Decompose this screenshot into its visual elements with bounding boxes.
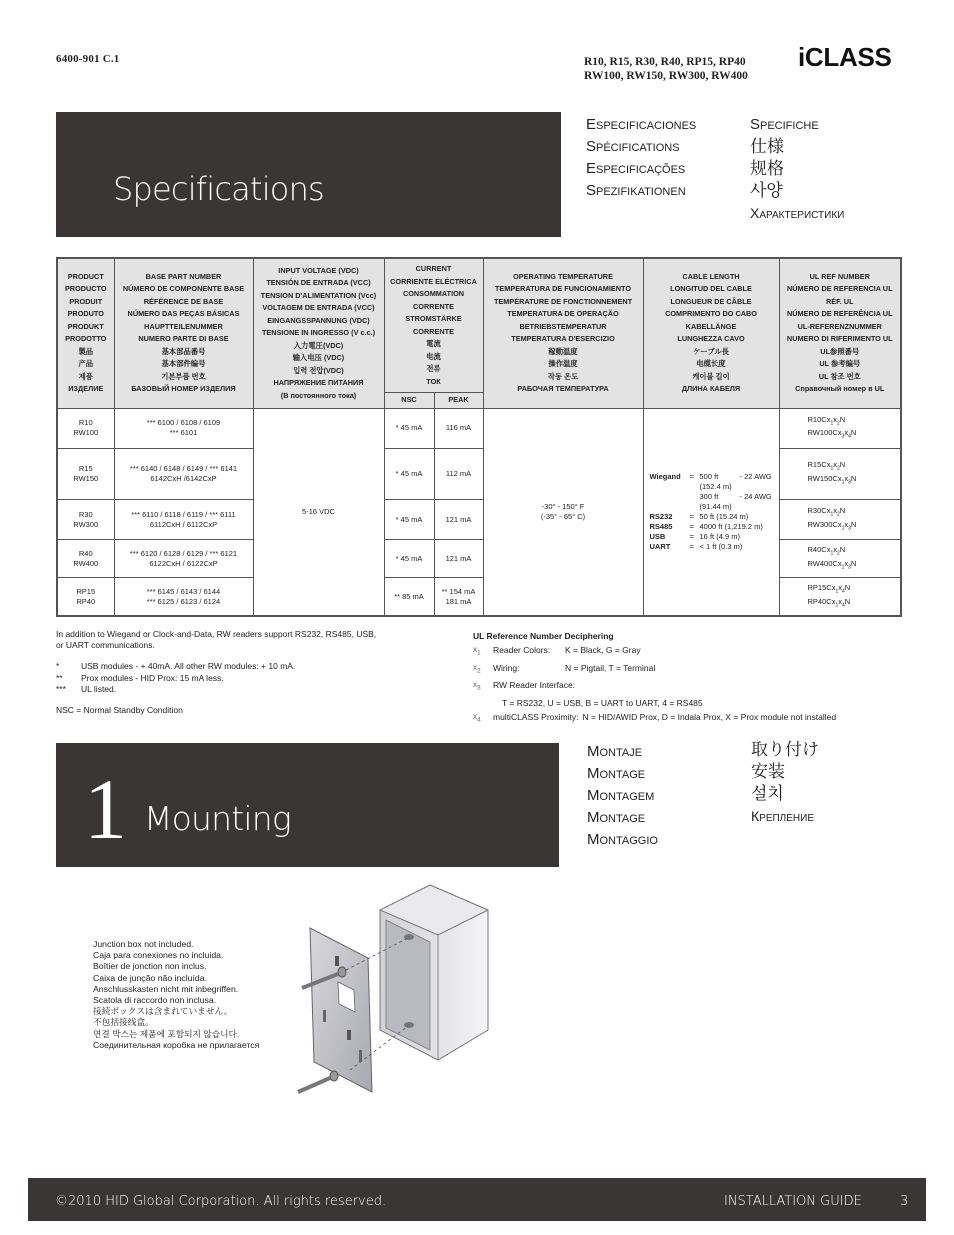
cell-ul-ref <box>779 578 901 616</box>
cell-line: *** 6120 / 6128 / 6129 / *** 6121 <box>129 548 238 558</box>
cell-line: Справочный номер в UL <box>795 384 885 394</box>
cell-product <box>57 408 114 448</box>
cell-line: NÚMERO DE REFERENCIA UL <box>786 284 893 294</box>
cell-line: 製品 <box>78 346 94 356</box>
cell-line: RW150 <box>73 473 99 483</box>
cell-line: UL参照番号 <box>820 346 860 356</box>
cable-len: 50 ft (15.24 m) <box>699 511 749 521</box>
cell-line: TENSION D'ALIMENTATION (Vcc) <box>260 290 377 300</box>
specifications-banner <box>56 112 561 237</box>
ul-deciphering <box>473 629 836 727</box>
cell-line: 电流 <box>426 351 441 361</box>
cell-line: INPUT VOLTAGE (VDC) <box>278 265 359 275</box>
cable-label: RS485 <box>649 521 673 531</box>
cell-line: (В постоянного тока) <box>280 390 357 400</box>
translation: 사양 <box>750 181 783 200</box>
cell-line: RÉF. UL <box>825 296 854 306</box>
cell-line: CORRENTE <box>413 326 454 336</box>
translation: 仕様 <box>750 137 784 156</box>
cell-peak <box>434 448 483 499</box>
ul-code: $R30Cx_1x_2N$ <box>807 506 846 518</box>
cable-label: UART <box>649 541 671 551</box>
cell-line: OPERATING TEMPERATURE <box>513 271 613 281</box>
cell-parts <box>114 499 253 539</box>
ul-code: $RW150Cx_1x_3N$ <box>807 473 857 486</box>
translation: 安装 <box>751 762 785 781</box>
cell-ul-ref <box>779 499 901 539</box>
cable-len: 16 ft (4.9 m) <box>699 531 740 541</box>
cell-line: ИЗДЕЛИЕ <box>68 384 104 394</box>
cell-line: LONGITUD DEL CABLE <box>670 284 752 294</box>
junction-box <box>380 885 488 1060</box>
translation: Характеристики <box>750 205 845 221</box>
note-line: Caja para conexiones no incluida. <box>93 950 224 961</box>
cell-line: 6112CxH / 6112CxP <box>149 519 218 529</box>
cell-line: 작동 온도 <box>547 371 579 381</box>
cell-line: 112 mA <box>445 468 472 478</box>
cell-line: 电缆长度 <box>696 359 726 369</box>
header-peak: PEAK <box>434 393 483 409</box>
model-line: R10, R15, R30, R40, RP15, RP40 <box>584 56 746 68</box>
ul-value: T = RS232, U = USB, B = UART to UART, 4 = RS485 <box>502 697 703 708</box>
cell-line: 稼動温度 <box>548 346 578 356</box>
note-line: Anschlusskasten nicht mit inbegriffen. <box>93 983 239 994</box>
cable-label: RS232 <box>649 511 673 521</box>
ul-code: $R40Cx_1x_2N$ <box>807 545 846 557</box>
cell-voltage: 5-16 VDC <box>253 408 384 616</box>
cell-line: ** 154 mA <box>441 586 476 596</box>
cable-len: (152.4 m) <box>699 481 732 491</box>
ul-code: $RP40Cx_1x_4N$ <box>807 596 851 609</box>
translation: Spécifications <box>586 138 680 155</box>
header-operating-temp <box>483 258 643 408</box>
cell-line: R15 <box>78 463 93 473</box>
cell-line: HAUPTTEILENUMMER <box>144 321 223 331</box>
note-line: 接続ボックスは含まれていません。 <box>93 1006 233 1017</box>
footer-bar <box>28 1178 926 1221</box>
cable-label: Wiegand <box>649 471 681 481</box>
cell-line: BETRIEBSTEMPERATUR <box>519 321 607 331</box>
cell-line: R30 <box>78 509 93 519</box>
cell-line: UL 参考编号 <box>819 359 861 369</box>
cell-line: BASE PART NUMBER <box>145 271 222 281</box>
cell-line: 電流 <box>426 339 441 349</box>
cable-len: 500 ft <box>699 471 719 481</box>
cell-line: PRODUIT <box>69 296 103 306</box>
cell-line: RP15 <box>76 586 96 596</box>
cell-line: CURRENT <box>415 264 452 274</box>
translation: Крепление <box>751 808 814 824</box>
ul-value: N = HID/AWID Prox, D = Indala Prox, X = Prox module not installed <box>582 711 837 722</box>
junction-box-note <box>93 939 259 1051</box>
cell-line: STROMSTÄRKE <box>405 314 462 324</box>
cell-line: 기본부품 번호 <box>161 371 206 381</box>
translation: Especificaciones <box>586 116 697 133</box>
cell-line: R40 <box>78 548 93 558</box>
ul-code: $RW100Cx_3x_4N$ <box>807 428 857 440</box>
translation: Montage <box>587 765 646 782</box>
cell-line: CORRENTE <box>413 301 454 311</box>
specifications-table <box>56 257 902 617</box>
cell-line: LUNGHEZZA CAVO <box>677 334 745 344</box>
translation: Especificações <box>586 160 686 177</box>
cell-peak <box>434 578 483 616</box>
translation: 规格 <box>750 159 784 178</box>
footnote <box>56 661 376 672</box>
footnote <box>56 684 376 695</box>
cell-line: 케이블 길이 <box>692 371 730 381</box>
header-product <box>57 258 114 408</box>
cell-line: NÚMERO DAS PEÇAS BÁSICAS <box>127 309 240 319</box>
cell-parts <box>114 448 253 499</box>
cell-line: *** 6145 / 6143 / 6144 <box>146 586 221 596</box>
cell-line: 入力電圧(VDC) <box>293 340 344 350</box>
footnote-text: Prox modules - HID Prox: 15 mA less. <box>81 672 224 683</box>
cell-line: TEMPERATURA DE FUNCIONAMIENTO <box>494 284 632 294</box>
cell-line: 전류 <box>426 364 441 374</box>
cell-line: ТОК <box>426 376 441 386</box>
cell-line: РАБОЧАЯ ТЕМПЕРАТУРА <box>517 384 609 394</box>
cell-line: 产品 <box>78 359 94 369</box>
cell-line: VOLTAGEM DE ENTRADA (VCC) <box>262 303 375 313</box>
cell-line: NÚMERO DE REFERÊNCIA UL <box>786 309 893 319</box>
mounting-banner <box>56 743 559 867</box>
brand-logo: iCLASS <box>798 42 892 72</box>
translation: 取り付け <box>751 740 819 759</box>
ul-deciphering-title: UL Reference Number Deciphering <box>473 631 614 641</box>
cell-product <box>57 578 114 616</box>
model-line: RW100, RW150, RW300, RW400 <box>584 70 748 82</box>
cell-line: UL REF NUMBER <box>809 271 870 281</box>
translation: Montagem <box>587 787 655 804</box>
cell-line: 제품 <box>78 371 93 381</box>
header-base-part <box>114 258 253 408</box>
cell-line: TEMPÉRATURE DE FONCTIONNEMENT <box>493 296 633 306</box>
section-title: Mounting <box>144 799 291 838</box>
cell-nsc: * 45 mA <box>384 408 434 448</box>
cell-line: *** 6101 <box>169 428 198 438</box>
cell-parts <box>114 408 253 448</box>
cell-nsc: ** 85 mA <box>384 578 434 616</box>
cell-parts <box>114 578 253 616</box>
cell-line: KABELLÄNGE <box>685 321 737 331</box>
mounting-plate <box>310 928 372 1092</box>
cell-line: NUMERO PARTE DI BASE <box>138 334 229 344</box>
cell-line: PRODUCTO <box>64 284 107 294</box>
ul-value: K = Black, G = Gray <box>565 645 641 655</box>
section-title: Specifications <box>113 170 324 208</box>
cell-line: PRODUCT <box>67 271 104 281</box>
cable-len: < 1 ft (0.3 m) <box>699 541 743 551</box>
cell-nsc: * 45 mA <box>384 448 434 499</box>
cell-product <box>57 540 114 578</box>
ul-code: $RW300Cx_1x_3N$ <box>807 519 857 532</box>
note-line: Boîtier de jonction non inclus. <box>93 961 207 972</box>
translation: Montage <box>587 809 646 826</box>
cell-line: БАЗОВЫЙ НОМЕР ИЗДЕЛИЯ <box>131 384 236 394</box>
cell-line: (-35° - 65° C) <box>540 511 586 521</box>
translation: Montaggio <box>587 831 658 848</box>
note-line: Соединительная коробка не прилагается <box>93 1039 260 1050</box>
header-nsc: NSC <box>384 393 434 409</box>
footnote-mark: *** <box>56 683 66 694</box>
cell-line: 181 mA <box>445 596 472 606</box>
cell-ul-ref <box>779 408 901 448</box>
cell-line: R10 <box>78 418 93 428</box>
ul-x4: $x_4$ multiCLASS Proximity: N = HID/AWID Prox, D = Indala Prox, X = Prox module not installed <box>473 710 836 728</box>
cell-parts <box>114 540 253 578</box>
ul-x3-value <box>473 696 836 710</box>
cell-line: COMPRIMENTO DO CABO <box>665 309 757 319</box>
footnote-text: USB modules - + 40mA. All other RW modules: + 10 mA. <box>81 661 296 672</box>
cell-cable-length: Wiegand = 500 ft - 22 AWG (152.4 m) 300 ft - 24 AWG (91.44 m) RS232 = 50 ft (15.24 m) RS485 = 4000 ft (1,219.2 m) USB = 16 ft (4.9 m) UART = < 1 ft (0.3 m) <box>643 408 779 616</box>
cell-line: 6122CxH / 6122CxP <box>149 558 218 568</box>
cell-line: PRODUKT <box>67 321 104 331</box>
ul-code: $R10Cx_1x_2N$ <box>807 414 846 427</box>
cell-line: 입력 전압(VDC) <box>293 365 344 375</box>
cell-line: *** 6140 / 6148 / 6149 / *** 6141 <box>129 463 238 473</box>
translation: 설치 <box>751 784 784 803</box>
ul-x3: $x_3$ RW Reader Interface: <box>473 678 836 696</box>
note-line: In addition to Wiegand or Clock-and-Data, RW readers support RS232, RS485, USB, <box>56 629 377 639</box>
cell-peak <box>434 499 483 539</box>
ul-label: Wiring: <box>493 662 520 673</box>
note-line: 연결 박스는 제품에 포함되지 않습니다. <box>93 1028 240 1039</box>
mounting-illustration <box>290 880 500 1105</box>
cell-line: ДЛИНА КАБЕЛЯ <box>681 384 741 394</box>
cell-line: 6142CxH /6142CxP <box>150 473 217 483</box>
cell-line: *** 6100 / 6108 / 6109 <box>146 418 221 428</box>
ul-value: N = Pigtail, T = Terminal <box>565 662 656 673</box>
translation: Montaje <box>587 743 643 760</box>
cell-product <box>57 499 114 539</box>
cell-line: 操作温度 <box>548 359 578 369</box>
cell-peak <box>434 408 483 448</box>
ul-code: $R15Cx_1x_2N$ <box>807 460 846 472</box>
note-line: or UART communications. <box>56 640 155 651</box>
ul-code: $RW400Cx_1x_3N$ <box>807 558 857 571</box>
cell-line: НАПРЯЖЕНИЕ ПИТАНИЯ <box>273 378 364 388</box>
model-list <box>584 55 748 83</box>
cell-line: CORRIENTE ELÉCTRICA <box>390 276 477 286</box>
ul-label: RW Reader Interface: <box>493 680 576 691</box>
cable-len: (91.44 m) <box>699 501 732 511</box>
mount-translations-col2 <box>751 739 819 827</box>
cell-line: UL-REFERENZNUMMER <box>797 321 882 331</box>
header-input-voltage <box>253 258 384 408</box>
ul-x2: $x_2$ Wiring: N = Pigtail, T = Terminal <box>473 661 836 679</box>
footnote-text: UL listed. <box>81 683 117 694</box>
cell-product <box>57 448 114 499</box>
cable-len: 300 ft <box>699 491 719 501</box>
cell-line: 121 mA <box>445 514 472 524</box>
spec-translations-col1 <box>586 114 696 202</box>
translation: Spezifikationen <box>586 182 686 199</box>
cell-line: NUMERO DI RIFERIMENTO UL <box>786 334 893 344</box>
footnote <box>56 673 376 684</box>
page-number: 3 <box>900 1194 909 1209</box>
note-line: 不包括接线盒。 <box>93 1017 154 1028</box>
cell-line: PRODUTO <box>67 309 104 319</box>
translation: Specifiche <box>750 116 819 133</box>
cell-line: TEMPERATURA D'ESERCIZIO <box>511 334 615 344</box>
cell-line: RW300 <box>73 519 99 529</box>
cell-line: TEMPERATURA DE OPERAÇÃO <box>507 309 619 319</box>
footnote-mark: * <box>56 661 60 672</box>
cable-awg: - 22 AWG <box>739 471 772 481</box>
guide-label: INSTALLATION GUIDE <box>724 1194 862 1209</box>
cable-len: 4000 ft (1,219.2 m) <box>699 521 763 531</box>
ul-label: multiCLASS Proximity: <box>493 711 579 722</box>
header-ul-ref <box>779 258 901 408</box>
cell-line: CABLE LENGTH <box>682 271 740 281</box>
cell-line: ケーブル長 <box>693 346 729 356</box>
cell-line: CONSOMMATION <box>402 289 465 299</box>
cell-line: RW400 <box>73 558 99 568</box>
note-line: Junction box not included. <box>93 939 194 949</box>
cell-line: TENSIÓN DE ENTRADA (VCC) <box>266 278 371 288</box>
cell-line: UL 참조 번호 <box>818 371 861 381</box>
cell-line: 基本部品番号 <box>161 346 206 356</box>
header-cable-length <box>643 258 779 408</box>
cell-line: LONGUEUR DE CÂBLE <box>670 296 752 306</box>
cell-line: 121 mA <box>445 553 472 563</box>
cell-line: 输入电压 (VDC) <box>292 353 345 363</box>
document-number: 6400-901 C.1 <box>56 53 120 65</box>
cell-line: EINGANGSSPANNUNG (VDC) <box>267 315 370 325</box>
cell-line: *** 6125 / 6123 / 6124 <box>146 596 221 606</box>
cell-line: NÚMERO DE COMPONENTE BASE <box>122 284 245 294</box>
cable-awg: - 24 AWG <box>739 491 772 501</box>
ul-x1: $x_1$ Reader Colors: K = Black, G = Gray <box>473 643 836 661</box>
footnote-mark: ** <box>56 672 63 683</box>
cell-line: RW100 <box>73 428 99 438</box>
cell-line: RP40 <box>76 596 96 606</box>
cell-line: TENSIONE IN INGRESSO (V c.c.) <box>261 328 376 338</box>
cell-line: -30° - 150° F <box>541 501 585 511</box>
cell-line: 116 mA <box>445 423 472 433</box>
ul-code: $RP15Cx_1x_4N$ <box>807 583 851 595</box>
note-line: Caixa de junção não incluída. <box>93 972 207 983</box>
mount-translations-col1 <box>587 741 658 851</box>
cell-line: PRODOTTO <box>65 334 107 344</box>
cell-ul-ref <box>779 448 901 499</box>
cable-label: USB <box>649 531 666 541</box>
cell-line: 基本部件编号 <box>161 359 206 369</box>
cell-nsc: * 45 mA <box>384 499 434 539</box>
ul-label: Reader Colors: <box>493 645 551 655</box>
nsc-note: NSC = Normal Standby Condition <box>56 705 183 716</box>
cell-line: RÉFÉRENCE DE BASE <box>143 296 224 306</box>
spec-notes <box>56 629 376 716</box>
cell-nsc: * 45 mA <box>384 540 434 578</box>
copyright: ©2010 HID Global Corporation. All rights reserved. <box>55 1194 387 1209</box>
header-current <box>384 258 483 393</box>
note-line: Scatola di raccordo non inclusa. <box>93 995 217 1006</box>
cell-temperature <box>483 408 643 616</box>
cell-ul-ref <box>779 540 901 578</box>
spec-translations-col2 <box>750 114 844 224</box>
cell-line: *** 6110 / 6118 / 6119 / *** 6111 <box>131 509 236 519</box>
step-number: 1 <box>84 761 127 857</box>
cell-peak <box>434 540 483 578</box>
